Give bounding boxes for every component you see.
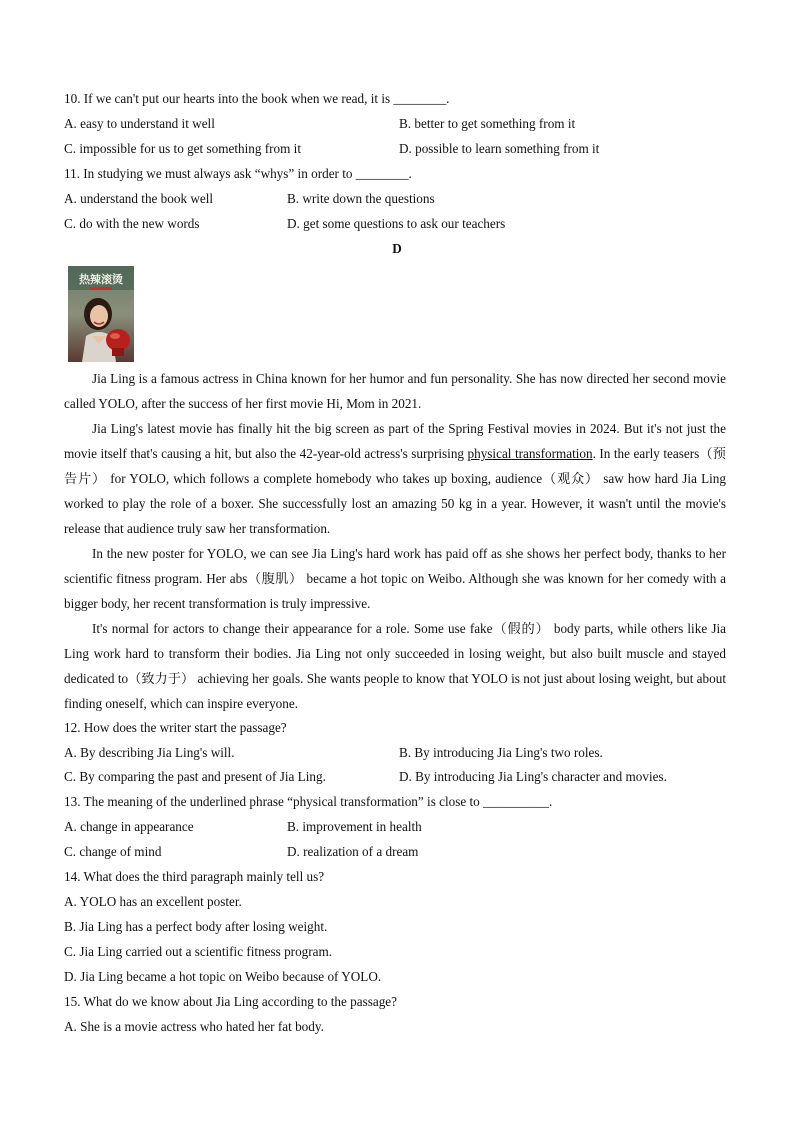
question-10-stem: 10. If we can't put our hearts into the book when we read, it is ________. [64,91,450,106]
passage-paragraph-3: In the new poster for YOLO, we can see Jia Ling's hard work has paid off as she shows her perfect body, thanks to her scientific fitness program. Her abs（腹肌） became a hot topic on Weibo. Although she was known for her comedy with a bigger body, her recent transformation is truly impressive. [64,546,726,611]
question-14-option-b: B. Jia Ling has a perfect body after losing weight. [64,919,328,934]
question-11-option-d: D. get some questions to ask our teachers [287,216,506,231]
passage-paragraph-1: Jia Ling is a famous actress in China known for her humor and fun personality. She has now directed her second movie called YOLO, after the success of her first movie Hi, Mom in 2021. [64,371,726,411]
underlined-phrase: physical transformation [467,446,593,461]
question-15-stem: 15. What do we know about Jia Ling according to the passage? [64,994,398,1009]
reading-passage [64,366,726,716]
svg-text:热辣滚烫: 热辣滚烫 [79,273,123,286]
question-11-option-c: C. do with the new words [64,216,200,231]
question-14-option-a: A. YOLO has an excellent poster. [64,894,242,909]
question-14-stem: 14. What does the third paragraph mainly tell us? [64,869,325,884]
passage-paragraph-2 [64,416,726,541]
question-10-option-d: D. possible to learn something from it [399,141,600,156]
question-12-option-d: D. By introducing Jia Ling's character and movies. [399,769,667,784]
question-11-option-b: B. write down the questions [287,191,435,206]
question-10-option-a: A. easy to understand it well [64,116,215,131]
question-12-option-c: C. By comparing the past and present of Jia Ling. [64,769,326,784]
question-10-option-b: B. better to get something from it [399,116,576,131]
movie-poster-image [68,266,134,362]
question-11-option-a: A. understand the book well [64,191,214,206]
passage-paragraph-4: It's normal for actors to change their appearance for a role. Some use fake（假的） body parts, while others like Jia Ling work hard to transform their bodies. Jia Ling not only succeeded in losing weight, but also built muscle and stayed dedicated to（致力于） achieving her goals. She wants people to know that YOLO is not just about losing weight, but about finding oneself, which can inspire everyone. [64,621,726,711]
question-13-option-a: A. change in appearance [64,819,194,834]
passage-paragraph-2-end: . In the early teasers（预告片） for YOLO, which follows a complete homebody who takes up boxing, audience（观众） saw how hard Jia Ling worked to play the role of a boxer. She successfully lost an amazing 50 kg in a year. However, it wasn't until the movie's release that audience truly saw her transformation. [64,446,726,536]
question-12-stem: 12. How does the writer start the passage? [64,720,287,735]
question-14-option-d: D. Jia Ling became a hot topic on Weibo because of YOLO. [64,969,382,984]
question-15-option-a: A. She is a movie actress who hated her fat body. [64,1019,324,1034]
question-12-option-b: B. By introducing Jia Ling's two roles. [399,745,603,760]
question-10-option-c: C. impossible for us to get something from it [64,141,301,156]
section-heading: D [392,241,402,256]
question-11-stem: 11. In studying we must always ask “whys” in order to ________. [64,166,412,181]
question-14-option-c: C. Jia Ling carried out a scientific fitness program. [64,944,333,959]
question-13-stem: 13. The meaning of the underlined phrase “physical transformation” is close to __________. [64,794,553,809]
question-13-option-d: D. realization of a dream [287,844,419,859]
question-13-option-c: C. change of mind [64,844,162,859]
passage-paragraph-2-start: Jia Ling's latest movie has finally hit the big screen as part of the Spring Festival movies in 2024. But it's not just the movie itself that's causing a hit, but also the 42-year-old actress's surprising [64,421,726,461]
question-12-option-a: A. By describing Jia Ling's will. [64,745,235,760]
question-13-option-b: B. improvement in health [287,819,422,834]
